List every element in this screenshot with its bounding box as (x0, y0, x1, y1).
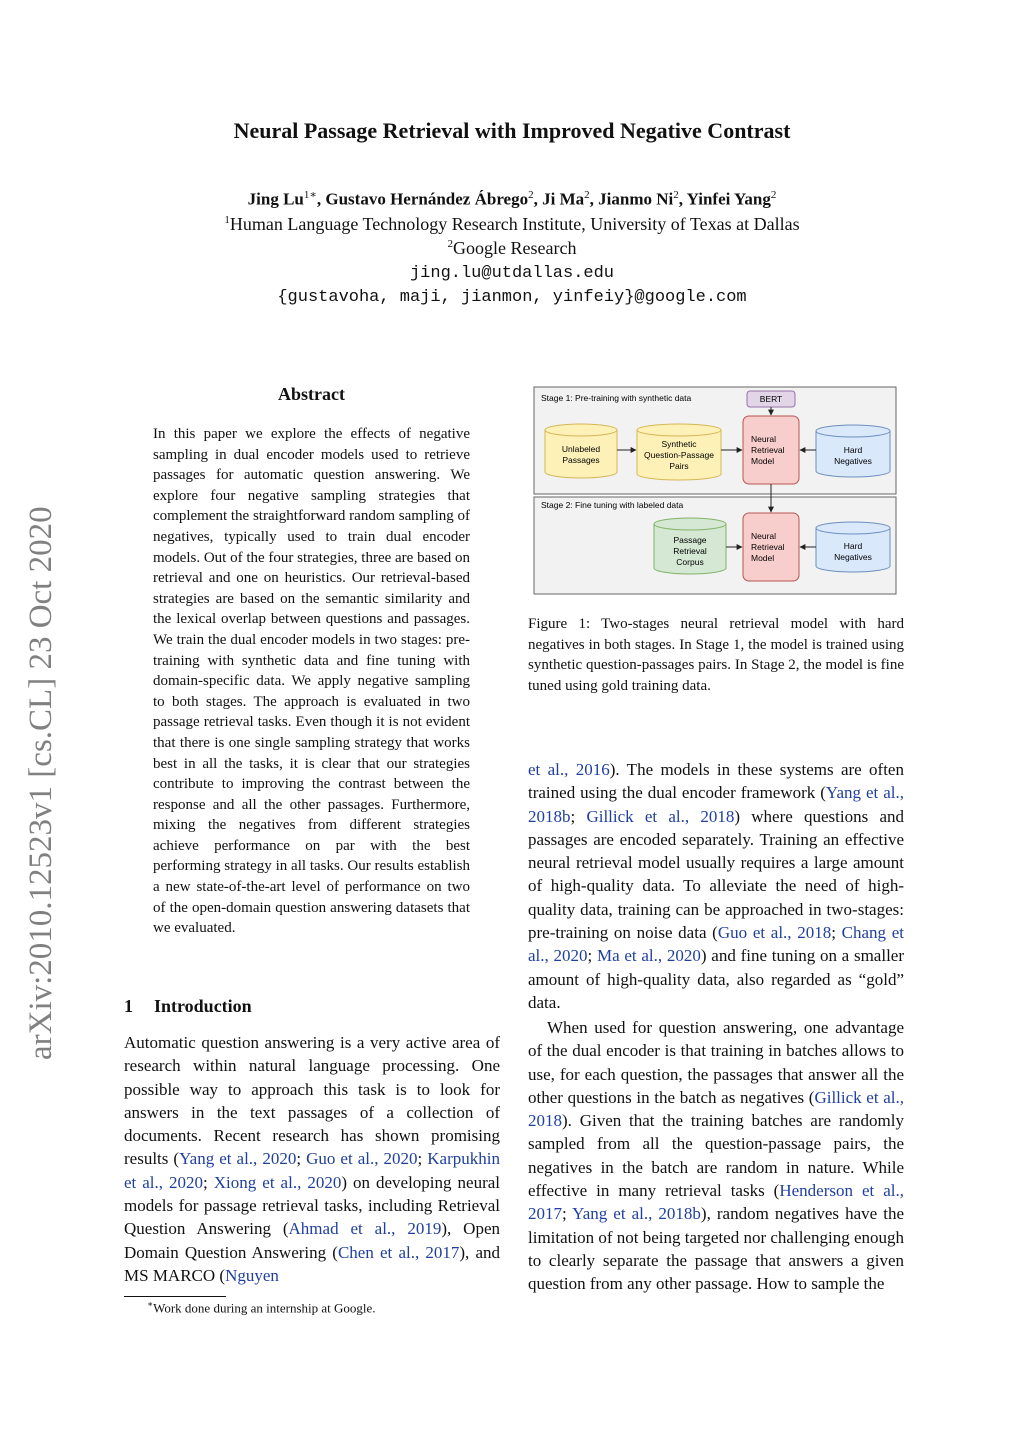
author-mark: 1∗ (303, 189, 317, 201)
text-run: ; (562, 1204, 573, 1224)
synthetic-label-line: Question-Passage (644, 450, 714, 460)
text-run: ). Given that the training batches are randomly sampled from all the question-passage pairs, the negatives in the batch are random in nature. While effective in many retrieval tasks ( (528, 1111, 904, 1201)
text-run: When used for question answering, one advantage of the dual encoder is that training in batches allows to use, for each question, the passages that answer all the other questions in the batch as negatives ( (528, 1018, 904, 1107)
affiliation-1 (0, 214, 1024, 235)
footnote (147, 1299, 376, 1316)
footnote-text: Work done during an internship at Google. (153, 1300, 376, 1316)
section-title: Introduction (154, 996, 252, 1016)
corpus-label-line: Passage (673, 535, 707, 545)
text-run: ) where questions and passages are encoded separately. Training an effective neural retrieval model usually requires a large amount of high-quality data. To alleviate the need of high-quality data, training can be approached in two-stages: pre-training on noise data ( (528, 806, 904, 943)
passage-corpus-node (654, 518, 726, 574)
footnote-rule (124, 1296, 226, 1297)
hard-negatives-stage-1-node (816, 425, 890, 477)
abstract-heading: Abstract (278, 384, 345, 404)
text-run: Automatic question answering is a very active area of research within natural language processing. One possible way to approach this task is to look for answers in the text passages of a collection of documents. Recent research has shown promising results ( (124, 1033, 500, 1169)
text-run: ). The models in these systems are often trained using the dual encoder framework ( (528, 760, 904, 803)
unlabeled-label-line: Unlabeled (561, 444, 601, 454)
text-run: ; (203, 1172, 214, 1192)
author-name: Jianmo Ni (598, 189, 674, 209)
text-run: ; (417, 1149, 428, 1169)
author-list: Jing $Lu^{1∗}$, Gustavo Hernández Ábrego$^2$, Ji Ma$^2$, Jianmo Ni$^2$, Yinfei Yang$^2$ (247, 189, 777, 209)
affiliation-mark: 2 (447, 238, 454, 250)
text-run: ; (831, 923, 842, 943)
citation-link[interactable]: Henderson et al., 2017 (528, 1181, 904, 1224)
corpus-label-line: Corpus (676, 557, 704, 567)
citation-link[interactable]: Yang et al., 2018b (528, 783, 904, 826)
email-2: {gustavoha, maji, jianmon, yinfeiy}@google.com (277, 288, 747, 307)
neural-label-line: Retrieval (751, 542, 785, 552)
synthetic-pairs-node (637, 424, 721, 480)
author-name: Yinfei Yang (686, 189, 771, 209)
synthetic-label-line: Synthetic (661, 439, 697, 449)
section-heading (124, 996, 252, 1017)
hard-label-line: Hard (843, 445, 863, 455)
citation-link[interactable]: Nguyen (225, 1265, 279, 1285)
paper-title: Neural Passage Retrieval with Improved Negative Contrast (233, 118, 791, 143)
citation-link[interactable]: Guo et al., 2020 (306, 1149, 418, 1169)
neural-label-line: Model (751, 553, 775, 563)
stage-1-label: Stage 1: Pre-training with synthetic data (541, 393, 692, 403)
neural-model-stage-1-node (743, 416, 799, 484)
text-run: ; (296, 1149, 307, 1169)
text-run: ) and fine tuning on a smaller amount of high-quality data, also regarded as “gold” data. (528, 946, 904, 1012)
synthetic-label-line: Pairs (669, 461, 689, 471)
citation-link[interactable]: Guo et al., 2018 (717, 923, 832, 943)
citation-link[interactable]: Yang et al., 2018b (572, 1204, 701, 1224)
intro-paragraph-1-continued (528, 758, 904, 1014)
text-run: ) on developing neural models for passage retrieval tasks, including Retrieval Question Answering ( (124, 1172, 500, 1239)
citation-link[interactable]: Xiong et al., 2020 (213, 1172, 342, 1192)
neural-label-line: Neural (751, 531, 777, 541)
abstract-text: In this paper we explore the effects of negative sampling in dual encoder models used to retrieve passages for automatic question answering. We explore four negative sampling strategies that complement the straightforward random sampling of negatives, typically used to train dual encoder models. Out of the four strategies, three are based on retrieval and one on heuristics. Our retrieval-based strategies are based on the semantic similarity and the lexical overlap between questions and passages. We train the dual encoder models in two stages: pre-training with synthetic data and fine tuning with domain-specific data. We apply negative sampling to both stages. The approach is evaluated in two passage retrieval tasks. Even though it is not evident that there is one single sampling strategy that works best in all the tasks, it is clear that our strategies contribute to improving the contrast between the response and all the other passages. Furthermore, mixing the negatives from different strategies achieve performance on par with the best performing strategy in all tasks. Our results establish a new state-of-the-art level of performance on two of the open-domain question answering datasets that we evaluated. (153, 426, 470, 937)
neural-label-line: Model (751, 456, 775, 466)
author-name: Gustavo Hernández Ábrego (325, 189, 529, 209)
corpus-label-line: Retrieval (673, 546, 707, 556)
intro-paragraph-1 (124, 1031, 500, 1287)
neural-model-stage-2-node (743, 513, 799, 581)
affiliation-text: Human Language Technology Research Institute, University of Texas at Dallas (229, 214, 800, 234)
neural-label-line: Retrieval (751, 445, 785, 455)
author-mark: 2 (584, 189, 590, 201)
citation-link[interactable]: Gillick et al., 2018 (528, 1087, 904, 1131)
citation-link[interactable]: Ahmad et al., 2019 (288, 1219, 442, 1239)
text-run: ), and MS MARCO ( (124, 1242, 500, 1285)
text-run: ), Open Domain Question Answering ( (124, 1219, 500, 1262)
neural-label-line: Neural (751, 434, 777, 444)
text-run: ), random negatives have the limitation of not being targeted nor challenging enough to clearly separate the passage that answers a given question from any other passage. How to sample the (528, 1204, 904, 1294)
bert-label: BERT (759, 394, 783, 404)
affiliation-text: Google Research (453, 238, 577, 258)
citation-link[interactable]: Gillick et al., 2018 (586, 806, 735, 826)
affiliation-2 (0, 238, 1024, 259)
author-mark: 2 (528, 189, 534, 201)
unlabeled-label-line: Passages (562, 455, 600, 465)
stage-2-label: Stage 2: Fine tuning with labeled data (541, 500, 684, 510)
hard-label-line: Hard (843, 541, 863, 551)
citation-link[interactable]: Ma et al., 2020 (596, 946, 701, 966)
citation-link[interactable]: Karpukhin et al., 2020 (124, 1149, 500, 1192)
author-mark: 2 (673, 189, 679, 201)
author-name: Ji Ma (542, 189, 585, 209)
hard-label-line: Negatives (834, 456, 872, 466)
footnote-mark: ∗ (147, 1299, 154, 1309)
citation-link[interactable]: Chen et al., 2017 (337, 1242, 460, 1262)
affiliation-mark: 1 (224, 214, 230, 226)
citation-link[interactable]: Chang et al., 2020 (528, 923, 904, 966)
unlabeled-passages-node (545, 424, 617, 478)
text-run: ; (587, 946, 597, 966)
text-run: ; (570, 806, 587, 826)
section-number: 1 (124, 996, 133, 1016)
email-1: jing.lu@utdallas.edu (409, 264, 615, 283)
figure-1-caption: Figure 1: Two-stages neural retrieval model with hard negatives in both stages. In Stage 1, the model is trained using synthetic question-passages pairs. In Stage 2, the model is fine tuned using gold training data. (528, 616, 904, 694)
figure-1-diagram (533, 386, 897, 596)
author-name: Jing Lu (247, 189, 304, 209)
arxiv-stamp: arXiv:2010.12523v1 [cs.CL] 23 Oct 2020 (23, 506, 59, 1060)
citation-link[interactable]: Yang et al., 2020 (179, 1149, 297, 1169)
author-mark: 2 (770, 189, 777, 201)
hard-negatives-stage-2-node (816, 522, 890, 572)
citation-link[interactable]: et al., 2016 (528, 760, 610, 779)
hard-label-line: Negatives (834, 552, 872, 562)
intro-paragraph-2 (528, 1016, 904, 1296)
